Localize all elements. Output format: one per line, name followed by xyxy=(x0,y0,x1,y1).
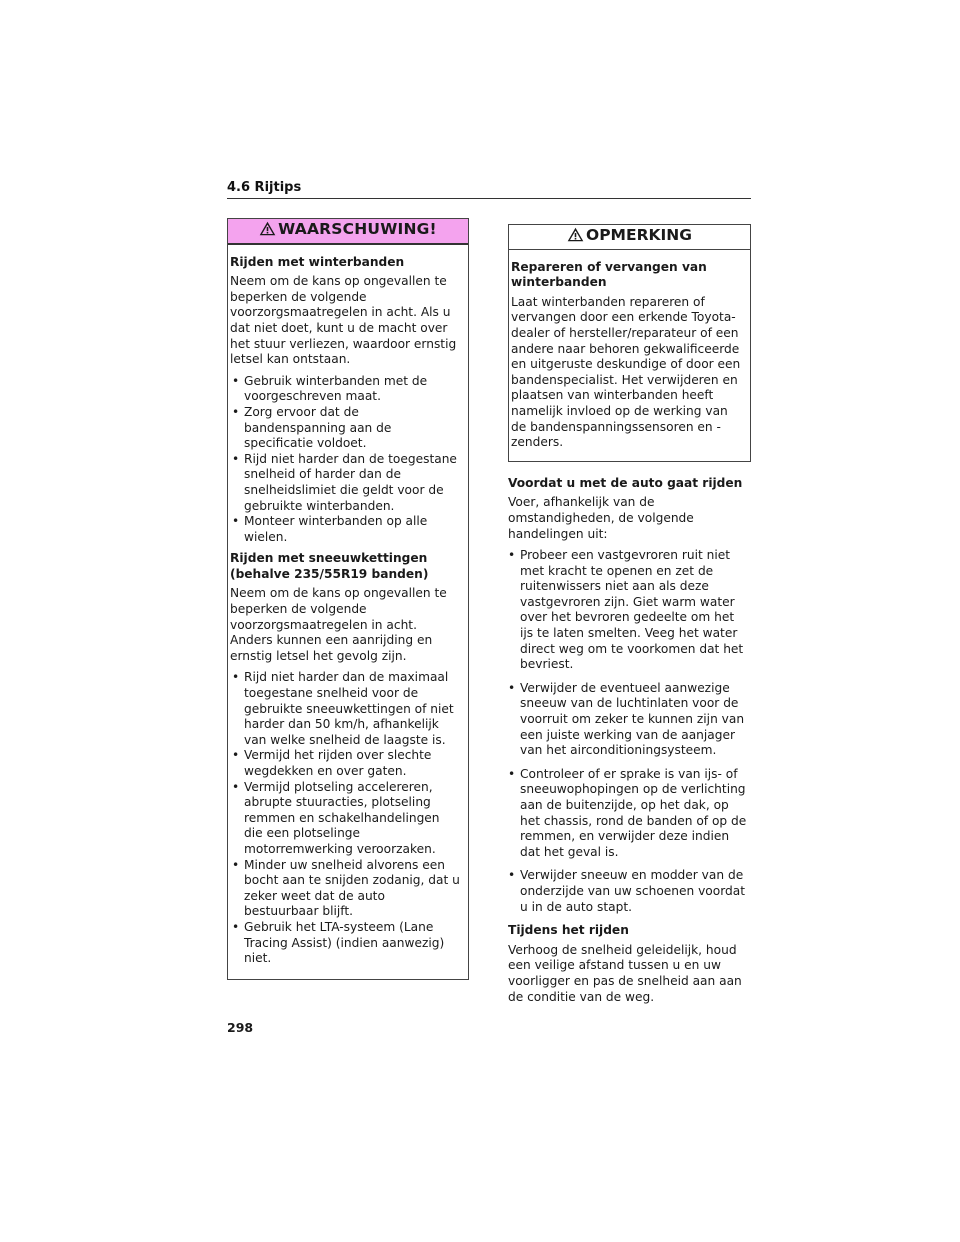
list-item: • Verwijder sneeuw en modder van de onderzijde van uw schoenen voordat u in de auto stapt. xyxy=(508,868,751,915)
notice-text: Laat winterbanden repareren of vervangen door een erkende Toyota-dealer of hersteller/reparateur of een andere naar behoren gekwalificeerde en uitgeruste deskundige of door een bandenspecialist. Het verwijderen en plaatsen van winterbanden heeft namelijk invloed op de werking van de bandenspanningssensoren en -zenders. xyxy=(511,294,741,450)
list-item: • Rijd niet harder dan de maximaal toegestane snelheid voor de gebruikte sneeuwkettingen of niet harder dan 50 km/h, afhankelijk van welke snelheid de laagste is. xyxy=(230,670,462,748)
list-item: • Zorg ervoor dat de bandenspanning aan de specificatie voldoet. xyxy=(230,405,462,452)
notice-title: OPMERKING xyxy=(586,226,692,244)
warning-list-snow-chains xyxy=(230,670,462,966)
list-item: • Vermijd plotseling accelereren, abrupte stuuracties, plotseling remmen en schakelhandelingen die een plotselinge motorremwerking veroorzaken. xyxy=(230,780,462,858)
section-header: 4.6 Rijtips xyxy=(227,180,751,199)
warning-heading-snow-chains: Rijden met sneeuwkettingen (behalve 235/55R19 banden) xyxy=(230,551,429,581)
warning-triangle-icon xyxy=(259,221,276,240)
list-item: • Verwijder de eventueel aanwezige sneeuw van de luchtinlaten voor de voorruit om zeker te kunnen zijn van een juiste werking van de aanjager van het airconditioningsysteem. xyxy=(508,681,751,759)
warning-list-winter-tyres xyxy=(230,374,462,546)
notice-box xyxy=(508,224,751,462)
list-item: • Gebruik winterbanden met de voorgeschreven maat. xyxy=(230,374,462,405)
notice-heading: Repareren of vervangen van winterbanden xyxy=(511,259,707,290)
list-item: • Vermijd het rijden over slechte wegdekken en over gaten. xyxy=(230,748,462,779)
list-item: • Minder uw snelheid alvorens een bocht aan te snijden zodanig, dat u zeker weet dat de auto bestuurbaar blijft. xyxy=(230,858,462,920)
page-number: 298 xyxy=(227,1020,254,1035)
notice-title-bar xyxy=(509,225,750,250)
list-item: • Rijd niet harder dan de toegestane snelheid of harder dan de snelheidslimiet die geldt voor de gebruikte winterbanden. xyxy=(230,452,462,514)
list-item: • Probeer een vastgevroren ruit niet met kracht te openen en zet de ruitenwissers niet aan als deze vastgevroren zijn. Giet warm water over het bevroren gedeelte om het ijs te laten smelten. Veeg het water direct weg om te voorkomen dat het bevriest. xyxy=(508,548,751,673)
warning-heading-winter-tyres: Rijden met winterbanden xyxy=(230,254,405,269)
warning-title: WAARSCHUWING! xyxy=(278,220,437,238)
warning-intro-snow-chains: Neem om de kans op ongevallen te beperken de volgende voorzorgsmaatregelen in acht. Anders kunnen een aanrijding en ernstig letsel het gevolg zijn. xyxy=(230,586,447,663)
warning-intro-winter-tyres: Neem om de kans op ongevallen te beperken de volgende voorzorgsmaatregelen in acht. Als u dat niet doet, kunt u de macht over het stuur verliezen, waardoor ernstig letsel kan ontstaan. xyxy=(230,274,457,367)
before-driving-intro: Voer, afhankelijk van de omstandigheden, de volgende handelingen uit: xyxy=(508,495,694,541)
while-driving-heading: Tijdens het rijden xyxy=(508,923,629,938)
list-item: • Controleer of er sprake is van ijs- of sneeuwophopingen op de verlichting aan de buitenzijde, op het dak, op het chassis, rond de banden of op de remmen, en verwijder deze indien dat het geval is. xyxy=(508,767,751,861)
warning-box xyxy=(227,218,469,980)
before-driving-list xyxy=(508,548,751,915)
before-driving-heading: Voordat u met de auto gaat rijden xyxy=(508,475,743,490)
warning-triangle-icon xyxy=(567,227,584,246)
list-item: • Monteer winterbanden op alle wielen. xyxy=(230,514,462,545)
warning-title-bar xyxy=(228,219,468,245)
while-driving-text: Verhoog de snelheid geleidelijk, houd een veilige afstand tussen u en uw voorligger en pas de snelheid aan aan de conditie van de weg. xyxy=(508,942,742,1004)
left-column xyxy=(227,218,469,980)
list-item: • Gebruik het LTA-systeem (Lane Tracing Assist) (indien aanwezig) niet. xyxy=(230,920,462,967)
right-column xyxy=(508,224,751,1011)
